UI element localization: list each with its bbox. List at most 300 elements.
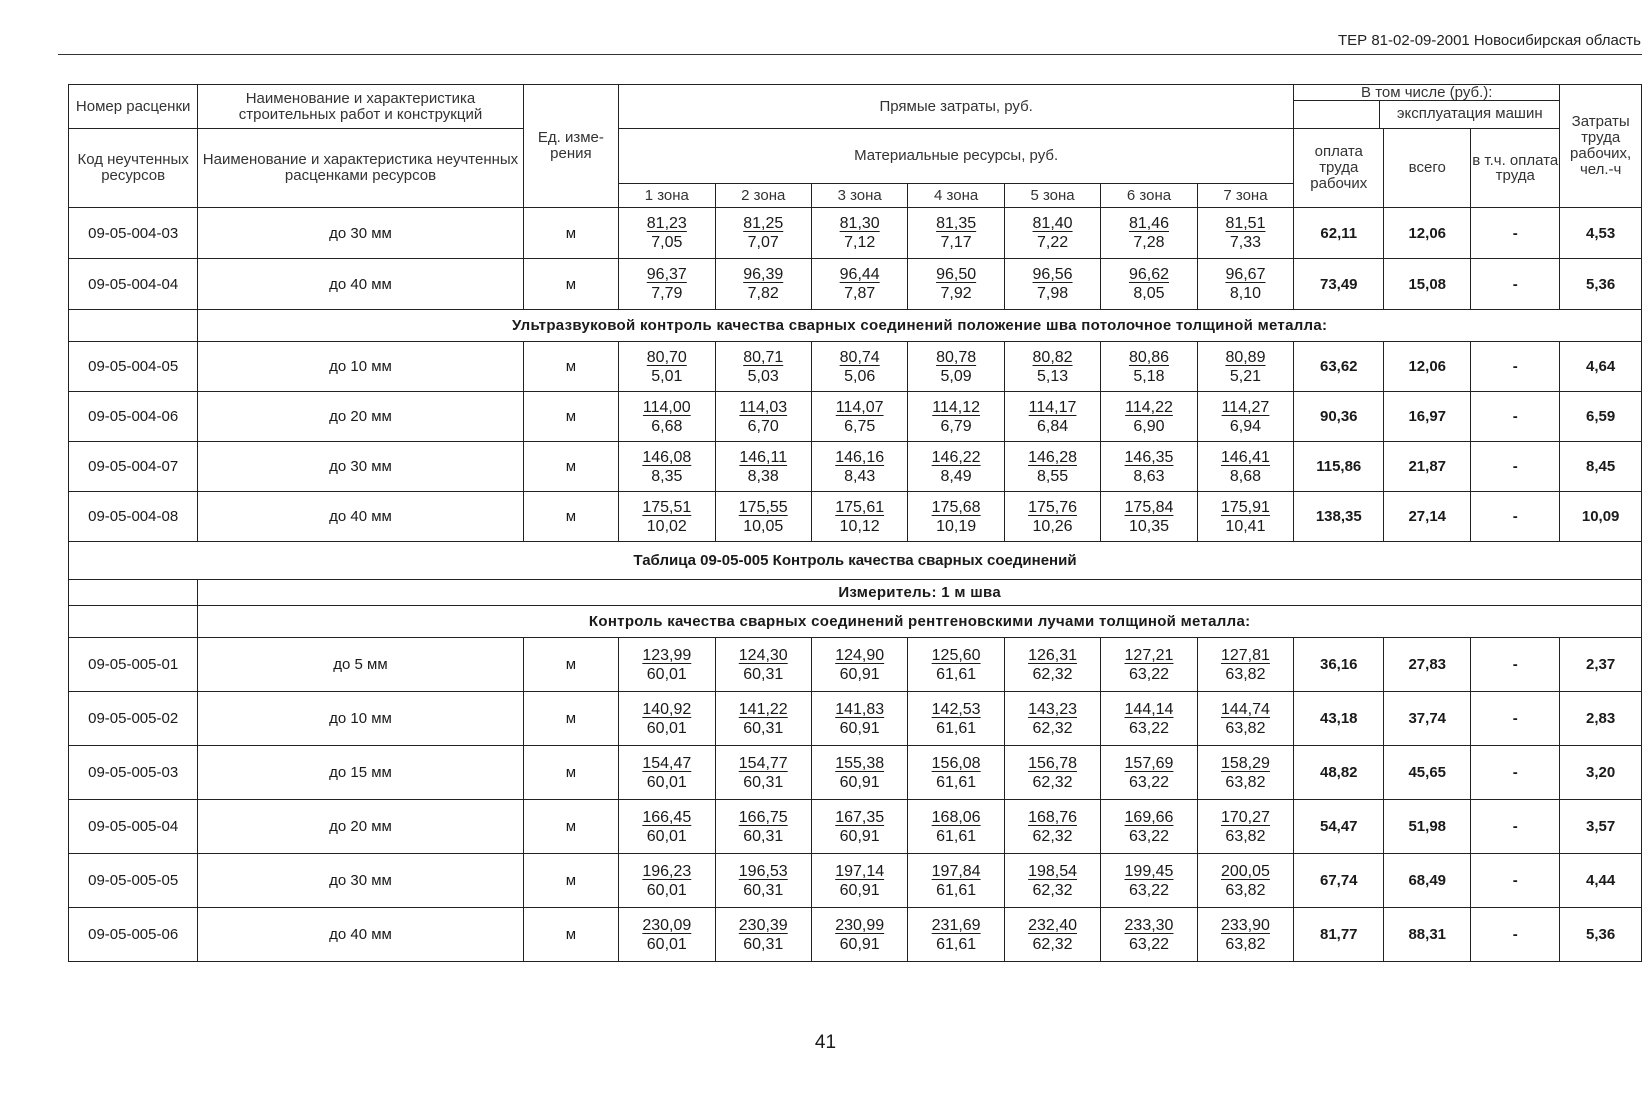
machine-total-value: 21,87	[1384, 442, 1471, 492]
table-row	[69, 442, 1642, 492]
direct-cost: 142,53	[931, 700, 981, 718]
material-cost: 5,03	[747, 367, 779, 385]
col-unit: Ед. изме-рения	[523, 85, 618, 208]
zone-fraction	[932, 448, 981, 486]
zone-7-value	[1197, 259, 1294, 310]
direct-cost: 144,14	[1124, 700, 1174, 718]
material-cost: 63,82	[1225, 881, 1266, 899]
zone-6-value	[1101, 342, 1197, 392]
material-cost: 63,22	[1128, 881, 1169, 899]
material-cost: 8,68	[1229, 467, 1262, 485]
zone-fraction	[647, 265, 687, 303]
material-cost: 61,61	[936, 935, 977, 953]
labor-pay-value: 62,11	[1294, 208, 1384, 259]
material-cost: 60,91	[839, 935, 880, 953]
direct-cost: 141,22	[738, 700, 788, 718]
zone-fraction	[1225, 214, 1265, 252]
zone-5-value	[1004, 208, 1100, 259]
material-cost: 63,82	[1225, 665, 1266, 683]
material-cost: 60,91	[839, 881, 880, 899]
zone-fraction	[932, 754, 981, 792]
zone-fraction	[1125, 646, 1174, 684]
direct-cost: 81,40	[1032, 215, 1073, 232]
zone-5-value	[1004, 854, 1100, 908]
labor-pay-value: 48,82	[1294, 746, 1384, 800]
direct-cost: 154,77	[738, 754, 788, 772]
section-ultrasonic: Ультразвуковой контроль качества сварных соединений положение шва потолочное толщиной металла:	[198, 310, 1642, 342]
direct-cost: 96,50	[936, 266, 977, 283]
material-cost: 60,91	[839, 827, 880, 845]
direct-cost: 80,78	[936, 348, 977, 366]
zone-header-6: 6 зона	[1101, 184, 1197, 208]
zone-4-value	[908, 746, 1004, 800]
zone-6-value	[1101, 259, 1197, 310]
zone-fraction	[1028, 448, 1077, 486]
direct-cost: 141,83	[835, 700, 885, 718]
zone-3-value	[811, 854, 907, 908]
zone-1-value	[619, 259, 715, 310]
direct-cost: 81,51	[1225, 215, 1266, 232]
direct-cost: 96,56	[1032, 266, 1073, 283]
material-cost: 8,10	[1229, 285, 1262, 302]
material-cost: 60,01	[646, 881, 687, 899]
material-cost: 61,61	[936, 773, 977, 791]
direct-cost: 175,51	[642, 498, 692, 516]
zone-fraction	[1033, 265, 1073, 303]
direct-cost: 146,08	[642, 448, 692, 466]
zone-fraction	[835, 808, 884, 846]
material-cost: 10,41	[1225, 517, 1266, 535]
table-row	[69, 800, 1642, 854]
direct-cost: 96,39	[743, 266, 784, 283]
direct-cost: 124,30	[738, 646, 788, 664]
zone-7-value	[1197, 908, 1294, 962]
direct-cost: 124,90	[835, 646, 885, 664]
zone-fraction	[642, 448, 691, 486]
direct-cost: 127,81	[1220, 646, 1270, 664]
material-cost: 60,31	[743, 827, 784, 845]
labor-hours-value: 4,64	[1560, 342, 1642, 392]
zone-fraction	[932, 916, 981, 954]
zone-fraction	[647, 214, 687, 252]
zone-fraction	[739, 700, 788, 738]
machine-total-value: 45,65	[1384, 746, 1471, 800]
material-cost: 60,31	[743, 773, 784, 791]
labor-hours-value: 10,09	[1560, 492, 1642, 542]
zone-fraction	[1029, 398, 1077, 436]
direct-cost: 231,69	[931, 916, 981, 934]
zone-5-value	[1004, 908, 1100, 962]
zone-5-value	[1004, 746, 1100, 800]
table-row	[69, 208, 1642, 259]
material-cost: 60,31	[743, 665, 784, 683]
direct-cost: 198,54	[1028, 862, 1078, 880]
rate-name: до 20 мм	[198, 392, 523, 442]
zone-fraction	[1033, 348, 1073, 386]
rate-unit: м	[523, 342, 618, 392]
labor-hours-value: 5,36	[1560, 259, 1642, 310]
direct-cost: 81,25	[743, 215, 784, 232]
material-cost: 60,91	[839, 773, 880, 791]
zone-header-3: 3 зона	[811, 184, 907, 208]
labor-hours-value: 3,57	[1560, 800, 1642, 854]
direct-cost: 233,90	[1220, 916, 1270, 934]
rate-code: 09-05-004-07	[69, 442, 198, 492]
rate-unit: м	[523, 208, 618, 259]
zone-fraction	[739, 862, 788, 900]
zone-fraction	[739, 448, 787, 486]
table-row	[69, 259, 1642, 310]
material-cost: 10,02	[646, 517, 687, 535]
zone-fraction	[1125, 862, 1174, 900]
machine-labor-value: -	[1471, 800, 1560, 854]
zone-4-value	[908, 259, 1004, 310]
material-cost: 62,32	[1032, 719, 1073, 737]
material-cost: 6,84	[1036, 417, 1069, 435]
zone-fraction	[1221, 808, 1270, 846]
material-cost: 6,70	[747, 417, 779, 435]
machine-total-value: 16,97	[1384, 392, 1471, 442]
zone-fraction	[932, 498, 981, 536]
material-cost: 61,61	[936, 827, 977, 845]
rate-code: 09-05-004-08	[69, 492, 198, 542]
zone-5-value	[1004, 259, 1100, 310]
col-rate-number: Номер расценки	[69, 85, 198, 129]
material-cost: 60,31	[743, 881, 784, 899]
material-cost: 6,75	[844, 417, 876, 435]
direct-cost: 155,38	[835, 754, 885, 772]
zone-1-value	[619, 800, 715, 854]
zone-1-value	[619, 342, 715, 392]
zone-6-value	[1101, 392, 1197, 442]
zone-fraction	[642, 754, 691, 792]
zone-2-value	[715, 492, 811, 542]
zone-fraction	[642, 862, 691, 900]
material-cost: 60,01	[646, 935, 687, 953]
labor-pay-value: 54,47	[1294, 800, 1384, 854]
zone-header-1: 1 зона	[619, 184, 715, 208]
material-cost: 60,31	[743, 719, 784, 737]
zone-1-value	[619, 638, 715, 692]
empty-cell	[69, 310, 198, 342]
material-cost: 6,79	[940, 417, 972, 435]
zone-4-value	[908, 692, 1004, 746]
table-row	[69, 392, 1642, 442]
zone-2-value	[715, 908, 811, 962]
material-cost: 63,22	[1128, 935, 1169, 953]
labor-pay-value: 90,36	[1294, 392, 1384, 442]
direct-cost: 200,05	[1220, 862, 1270, 880]
zone-7-value	[1197, 342, 1294, 392]
rate-unit: м	[523, 800, 618, 854]
direct-cost: 114,22	[1125, 398, 1173, 416]
zone-1-value	[619, 208, 715, 259]
zone-4-value	[908, 800, 1004, 854]
material-cost: 61,61	[936, 665, 977, 683]
rate-code: 09-05-004-05	[69, 342, 198, 392]
direct-cost: 175,61	[835, 498, 885, 516]
rate-code: 09-05-005-05	[69, 854, 198, 908]
direct-cost: 232,40	[1028, 916, 1078, 934]
machine-total-value: 12,06	[1384, 208, 1471, 259]
labor-pay-value: 81,77	[1294, 908, 1384, 962]
rate-unit: м	[523, 392, 618, 442]
zone-fraction	[643, 398, 691, 436]
material-cost: 8,43	[844, 467, 876, 485]
direct-cost: 154,47	[642, 754, 692, 772]
machine-labor-value: -	[1471, 208, 1560, 259]
machine-labor-value: -	[1471, 692, 1560, 746]
material-cost: 61,61	[936, 881, 977, 899]
material-cost: 7,28	[1133, 234, 1165, 251]
zone-fraction	[642, 646, 691, 684]
rate-name: до 30 мм	[198, 854, 523, 908]
material-cost: 7,07	[747, 234, 779, 251]
price-table	[68, 84, 1642, 962]
col-including	[1294, 85, 1560, 129]
zone-2-value	[715, 342, 811, 392]
zone-fraction	[835, 754, 884, 792]
zone-6-value	[1101, 692, 1197, 746]
zone-fraction	[743, 214, 783, 252]
rate-unit: м	[523, 746, 618, 800]
zone-3-value	[811, 746, 907, 800]
zone-fraction	[739, 646, 788, 684]
zone-5-value	[1004, 342, 1100, 392]
material-cost: 63,82	[1225, 827, 1266, 845]
material-cost: 5,21	[1229, 367, 1262, 385]
zone-4-value	[908, 208, 1004, 259]
zone-7-value	[1197, 638, 1294, 692]
material-cost: 63,22	[1128, 773, 1169, 791]
machine-total-value: 88,31	[1384, 908, 1471, 962]
zone-1-value	[619, 692, 715, 746]
material-cost: 7,17	[940, 234, 972, 251]
zone-fraction	[1028, 646, 1077, 684]
rate-unit: м	[523, 638, 618, 692]
col-labor-pay: оплата труда рабочих	[1294, 129, 1384, 208]
zone-header-5: 5 зона	[1004, 184, 1100, 208]
zone-fraction	[739, 916, 788, 954]
machine-total-value: 51,98	[1384, 800, 1471, 854]
rate-code: 09-05-004-03	[69, 208, 198, 259]
col-resource-code: Код неучтенных ресурсов	[69, 129, 198, 208]
labor-pay-value: 67,74	[1294, 854, 1384, 908]
material-cost: 5,09	[940, 367, 972, 385]
zone-6-value	[1101, 492, 1197, 542]
zone-5-value	[1004, 492, 1100, 542]
labor-hours-value: 2,37	[1560, 638, 1642, 692]
zone-4-value	[908, 638, 1004, 692]
zone-fraction	[642, 808, 691, 846]
table-row	[69, 492, 1642, 542]
zone-3-value	[811, 442, 907, 492]
material-cost: 60,91	[839, 719, 880, 737]
labor-hours-value: 3,20	[1560, 746, 1642, 800]
material-cost: 7,22	[1036, 234, 1069, 251]
table-row	[69, 692, 1642, 746]
zone-fraction	[835, 498, 884, 536]
zone-fraction	[1221, 700, 1270, 738]
direct-cost: 114,03	[739, 398, 788, 416]
zone-5-value	[1004, 638, 1100, 692]
direct-cost: 146,16	[835, 448, 885, 466]
machine-labor-value: -	[1471, 746, 1560, 800]
machine-labor-value: -	[1471, 392, 1560, 442]
direct-cost: 196,53	[738, 862, 788, 880]
direct-cost: 168,76	[1028, 808, 1078, 826]
material-cost: 8,05	[1133, 285, 1165, 302]
zone-fraction	[1125, 448, 1174, 486]
direct-cost: 157,69	[1124, 754, 1174, 772]
direct-cost: 80,86	[1128, 348, 1169, 366]
direct-cost: 125,60	[931, 646, 981, 664]
direct-cost: 123,99	[642, 646, 692, 664]
machine-total-value: 15,08	[1384, 259, 1471, 310]
zone-7-value	[1197, 692, 1294, 746]
zone-3-value	[811, 692, 907, 746]
labor-hours-value: 8,45	[1560, 442, 1642, 492]
zone-fraction	[739, 398, 787, 436]
zone-1-value	[619, 492, 715, 542]
direct-cost: 80,74	[839, 348, 880, 366]
zone-7-value	[1197, 442, 1294, 492]
zone-3-value	[811, 800, 907, 854]
rate-unit: м	[523, 442, 618, 492]
rate-name: до 15 мм	[198, 746, 523, 800]
direct-cost: 175,84	[1124, 498, 1174, 516]
direct-cost: 199,45	[1124, 862, 1174, 880]
zone-fraction	[1125, 808, 1174, 846]
zone-fraction	[1028, 916, 1077, 954]
material-cost: 60,31	[743, 935, 784, 953]
rate-code: 09-05-005-02	[69, 692, 198, 746]
direct-cost: 143,23	[1028, 700, 1078, 718]
direct-cost: 158,29	[1220, 754, 1270, 772]
zone-2-value	[715, 259, 811, 310]
material-cost: 7,92	[940, 285, 972, 302]
zone-3-value	[811, 908, 907, 962]
material-cost: 8,55	[1036, 467, 1069, 485]
col-labor-costs: Затраты труда рабочих, чел.-ч	[1560, 85, 1642, 208]
zone-fraction	[1125, 498, 1174, 536]
rate-code: 09-05-005-06	[69, 908, 198, 962]
zone-4-value	[908, 854, 1004, 908]
table-row	[69, 746, 1642, 800]
zone-2-value	[715, 392, 811, 442]
direct-cost: 175,55	[738, 498, 788, 516]
material-cost: 8,63	[1133, 467, 1165, 485]
zone-fraction	[835, 646, 884, 684]
zone-fraction	[1129, 214, 1169, 252]
zone-fraction	[1028, 862, 1077, 900]
material-cost: 7,33	[1229, 234, 1262, 251]
col-resource-name: Наименование и характеристика неучтенных расценками ресурсов	[198, 129, 523, 208]
machine-labor-value: -	[1471, 854, 1560, 908]
section-xray-row	[69, 606, 1642, 638]
material-cost: 7,05	[651, 234, 683, 251]
rate-name: до 10 мм	[198, 342, 523, 392]
material-cost: 62,32	[1032, 935, 1073, 953]
table-row	[69, 854, 1642, 908]
direct-cost: 146,11	[739, 448, 788, 466]
direct-cost: 80,70	[646, 348, 687, 366]
direct-cost: 166,45	[642, 808, 692, 826]
zone-fraction	[835, 916, 884, 954]
zone-6-value	[1101, 208, 1197, 259]
zone-1-value	[619, 392, 715, 442]
zone-5-value	[1004, 692, 1100, 746]
material-cost: 60,01	[646, 665, 687, 683]
material-cost: 62,32	[1032, 665, 1073, 683]
zone-fraction	[739, 754, 788, 792]
zone-2-value	[715, 854, 811, 908]
zone-fraction	[1033, 214, 1073, 252]
labor-hours-value: 4,53	[1560, 208, 1642, 259]
zone-5-value	[1004, 442, 1100, 492]
direct-cost: 96,37	[646, 266, 687, 283]
direct-cost: 233,30	[1124, 916, 1174, 934]
direct-cost: 80,82	[1032, 348, 1073, 366]
machine-total-value: 27,83	[1384, 638, 1471, 692]
zone-fraction	[1028, 808, 1077, 846]
material-cost: 5,13	[1036, 367, 1069, 385]
zone-fraction	[743, 265, 783, 303]
rate-name: до 30 мм	[198, 442, 523, 492]
direct-cost: 196,23	[642, 862, 692, 880]
direct-cost: 140,92	[642, 700, 692, 718]
zone-fraction	[932, 398, 980, 436]
zone-fraction	[1221, 448, 1270, 486]
machine-labor-value: -	[1471, 908, 1560, 962]
material-cost: 63,82	[1225, 773, 1266, 791]
zone-fraction	[1028, 754, 1077, 792]
material-cost: 10,05	[743, 517, 784, 535]
direct-cost: 167,35	[835, 808, 885, 826]
direct-cost: 80,71	[743, 348, 784, 366]
direct-cost: 197,14	[835, 862, 885, 880]
rate-name: до 5 мм	[198, 638, 523, 692]
direct-cost: 175,76	[1028, 498, 1078, 516]
zone-6-value	[1101, 442, 1197, 492]
material-cost: 6,90	[1133, 417, 1165, 435]
empty-cell	[69, 606, 198, 638]
direct-cost: 114,00	[642, 398, 691, 416]
zone-fraction	[932, 862, 981, 900]
labor-pay-value: 63,62	[1294, 342, 1384, 392]
direct-cost: 81,30	[839, 215, 880, 232]
rate-code: 09-05-005-04	[69, 800, 198, 854]
zone-fraction	[1222, 398, 1270, 436]
zone-fraction	[739, 498, 788, 536]
zone-fraction	[840, 348, 880, 386]
zone-fraction	[936, 348, 976, 386]
material-cost: 63,22	[1128, 827, 1169, 845]
col-direct-costs: Прямые затраты, руб.	[619, 85, 1294, 129]
material-cost: 7,79	[651, 285, 683, 302]
material-cost: 5,01	[651, 367, 683, 385]
col-machine-total: всего	[1384, 129, 1471, 208]
rate-code: 09-05-005-03	[69, 746, 198, 800]
zone-fraction	[1221, 646, 1270, 684]
zone-3-value	[811, 208, 907, 259]
col-machine-op: эксплуатация машин	[1396, 105, 1543, 122]
direct-cost: 127,21	[1124, 646, 1174, 664]
page-number: 41	[814, 1032, 837, 1053]
zone-7-value	[1197, 492, 1294, 542]
direct-cost: 146,28	[1028, 448, 1078, 466]
direct-cost: 166,75	[738, 808, 788, 826]
